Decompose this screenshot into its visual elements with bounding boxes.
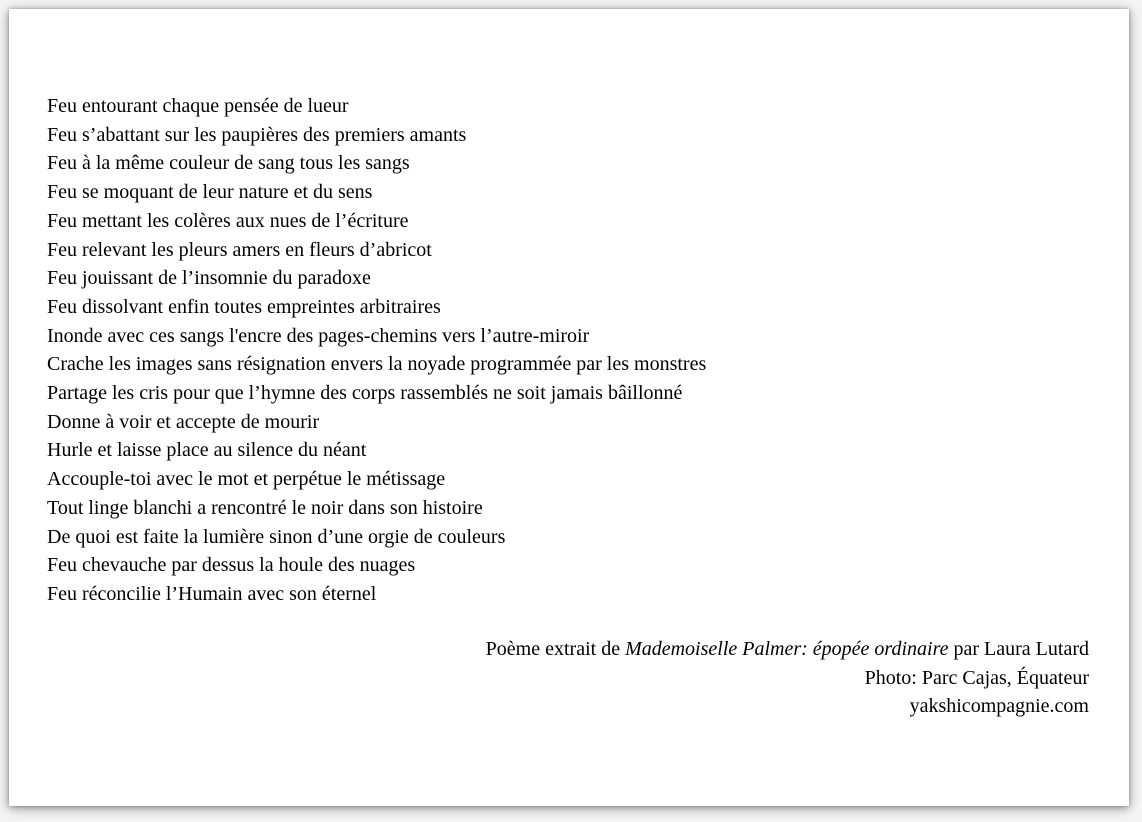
poem-line: Feu se moquant de leur nature et du sens <box>47 181 373 204</box>
excerpt-prefix: Poème extrait de <box>485 638 626 660</box>
poem-line: Feu à la même couleur de sang tous les sangs <box>47 152 410 175</box>
poem-line: Feu jouissant de l’insomnie du paradoxe <box>47 267 371 290</box>
excerpt-credit <box>486 635 1089 664</box>
poem-line: De quoi est faite la lumière sinon d’une orgie de couleurs <box>47 525 506 548</box>
poem-line: Donne à voir et accepte de mourir <box>47 410 320 433</box>
poem-line: Accouple-toi avec le mot et perpétue le métissage <box>47 468 446 491</box>
poem-line: Inonde avec ces sangs l'encre des pages-chemins vers l’autre-miroir <box>47 324 590 347</box>
photo-credit: Photo: Parc Cajas, Équateur <box>864 666 1089 689</box>
credits-block <box>486 635 1089 721</box>
poem-line: Feu relevant les pleurs amers en fleurs d’abricot <box>47 238 432 261</box>
poem-line: Hurle et laisse place au silence du néant <box>47 439 367 462</box>
poem-line: Partage les cris pour que l’hymne des corps rassemblés ne soit jamais bâillonné <box>47 382 683 405</box>
poem-line: Feu mettant les colères aux nues de l’écriture <box>47 209 409 232</box>
poem-line: Feu réconcilie l’Humain avec son éternel <box>47 582 377 605</box>
poem-line: Feu s’abattant sur les paupières des premiers amants <box>47 123 467 146</box>
poem-line: Feu chevauche par dessus la houle des nuages <box>47 554 416 577</box>
author-credit: par Laura Lutard <box>948 638 1089 660</box>
poem-card <box>9 9 1129 806</box>
website-credit: yakshicompagnie.com <box>909 695 1089 718</box>
poem-line: Feu dissolvant enfin toutes empreintes arbitraires <box>47 295 441 318</box>
poem-line: Feu entourant chaque pensée de lueur <box>47 95 349 117</box>
poem-line: Tout linge blanchi a rencontré le noir dans son histoire <box>47 496 483 519</box>
book-title: Mademoiselle Palmer: épopée ordinaire <box>625 638 949 660</box>
poem-lines <box>47 92 706 609</box>
poem-line: Crache les images sans résignation envers la noyade programmée par les monstres <box>47 353 707 376</box>
